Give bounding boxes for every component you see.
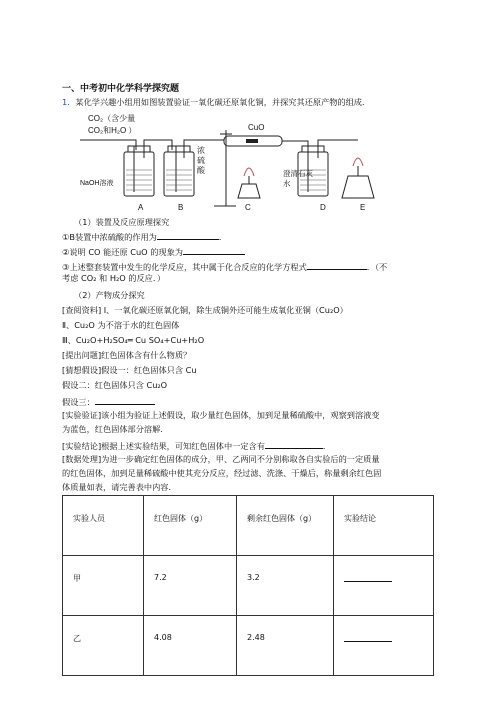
conclusion-text: [实验结论]根据上述实验结果，可知红色固体中一定含有 (62, 441, 265, 451)
part1-item3-tail: ．（不 (366, 262, 388, 272)
header-person: 实验人员 (63, 496, 144, 556)
hypothesis-3 (62, 395, 155, 408)
label-c: C (245, 203, 251, 212)
data-line2: 的红色固体，加到足量稀硫酸中使其充分反应，经过滤、洗涤、干燥后，称量剩余红色固 (62, 468, 382, 478)
question-intro (62, 97, 370, 108)
lamp-c (238, 184, 260, 198)
flame-e (353, 158, 363, 166)
answer-blank-6[interactable] (344, 573, 392, 582)
part1-item1: ①B装置中浓硫酸的作用为 ． (62, 232, 228, 242)
question-intro-text: 某化学兴趣小组用如图装置验证一氧化碳还原氧化铜，并探究其还原产物的组成． (75, 97, 371, 107)
lamp-e (342, 176, 374, 198)
answer-blank-2[interactable] (183, 245, 245, 255)
table-header-row (63, 496, 434, 556)
answer-blank-5[interactable] (265, 439, 323, 449)
info-1: [查阅资料] Ⅰ、一氧化碳还原氧化铜，除生成铜外还可能生成氧化亚铜（Cu₂O） (62, 305, 348, 315)
part2-title: （2）产物成分探究 (74, 290, 145, 300)
conclusion-line (62, 439, 331, 452)
table-row (63, 556, 434, 616)
answer-blank-7[interactable] (344, 633, 392, 642)
results-table (62, 495, 434, 676)
bottle-b (164, 152, 194, 196)
gas-label-line1: CO₂（含少量 (88, 114, 136, 123)
label-e: E (360, 203, 366, 212)
part1-item2 (62, 245, 245, 258)
cell-conclusion[interactable] (334, 556, 434, 616)
verify-line1: [实验验证]该小组为验证上述假设，取少量红色固体，加到足量稀硫酸中，观察到溶液变 (62, 410, 380, 420)
cuo-label: CuO (248, 123, 265, 132)
answer-blank-1[interactable] (157, 230, 219, 240)
cell-person: 甲 (63, 556, 144, 616)
cell-solid: 7.2 (144, 556, 237, 616)
info-2: Ⅱ、Cu₂O 为不溶于水的红色固体 (62, 320, 180, 330)
verify-line2: 为蓝色，红色固体部分溶解． (62, 424, 169, 434)
conclusion-tail: ． (322, 441, 332, 451)
header-remaining: 剩余红色固体（g） (237, 496, 334, 556)
iron-stand (214, 130, 236, 206)
cell-remaining: 3.2 (237, 556, 334, 616)
section-title: 一、中考初中化学科学探究题 (62, 84, 180, 94)
table-row (63, 616, 434, 676)
part1-item3 (62, 260, 387, 273)
cell-conclusion[interactable] (334, 616, 434, 676)
label-b: B (178, 203, 184, 212)
part1-item1-text: ①B装置中浓硫酸的作用为 (62, 232, 157, 242)
answer-blank-4[interactable] (95, 395, 155, 405)
part1-item3-cont: 考虑 CO₂ 和 H₂O 的反应．） (62, 273, 166, 283)
answer-blank-3[interactable] (307, 260, 367, 270)
hypothesis-3-text: 假设三： (62, 397, 95, 407)
part1-item3-text: ③上述整套装置中发生的化学反应，其中属于化合反应的化学方程式 (62, 262, 307, 272)
hypothesis-1: [猜想假设]假设一：红色固体只含 Cu (62, 365, 197, 375)
cell-person: 乙 (63, 616, 144, 676)
question-text: [提出问题]红色固体含有什么物质？ (62, 350, 192, 360)
header-solid: 红色固体（g） (144, 496, 237, 556)
info-3: Ⅲ、Cu₂O+H₂SO₄═ Cu SO₄+Cu+H₂O (62, 335, 205, 345)
header-conclusion: 实验结论 (334, 496, 434, 556)
conc-acid-label: 浓硫酸 (197, 146, 205, 175)
label-d: D (320, 203, 326, 212)
cell-solid: 4.08 (144, 616, 237, 676)
part1-item2-text: ②说明 CO 能还原 CuO 的现象为 (62, 247, 183, 257)
question-number: 1． (62, 97, 76, 107)
cell-remaining: 2.48 (237, 616, 334, 676)
naoh-label: NaOH溶液 (80, 180, 114, 187)
limewater-label: 澄清石灰水 (283, 169, 313, 188)
data-line1: [数据处理]为进一步确定红色固体的成分，甲、乙两同不分别称取各自实验后的一定质量 (62, 454, 380, 464)
cuo-powder (246, 139, 258, 143)
label-a: A (138, 203, 144, 212)
flame-c (244, 168, 254, 176)
data-line3: 体质量如表，请完善表中内容． (62, 482, 177, 492)
bottle-a (124, 152, 154, 196)
part1-title: （1）装置及反应原理探究 (74, 217, 170, 227)
gas-label-line2: CO₂和H₂O ） (88, 126, 137, 135)
hypothesis-2: 假设二：红色固体只含 Cu₂O (62, 380, 168, 390)
